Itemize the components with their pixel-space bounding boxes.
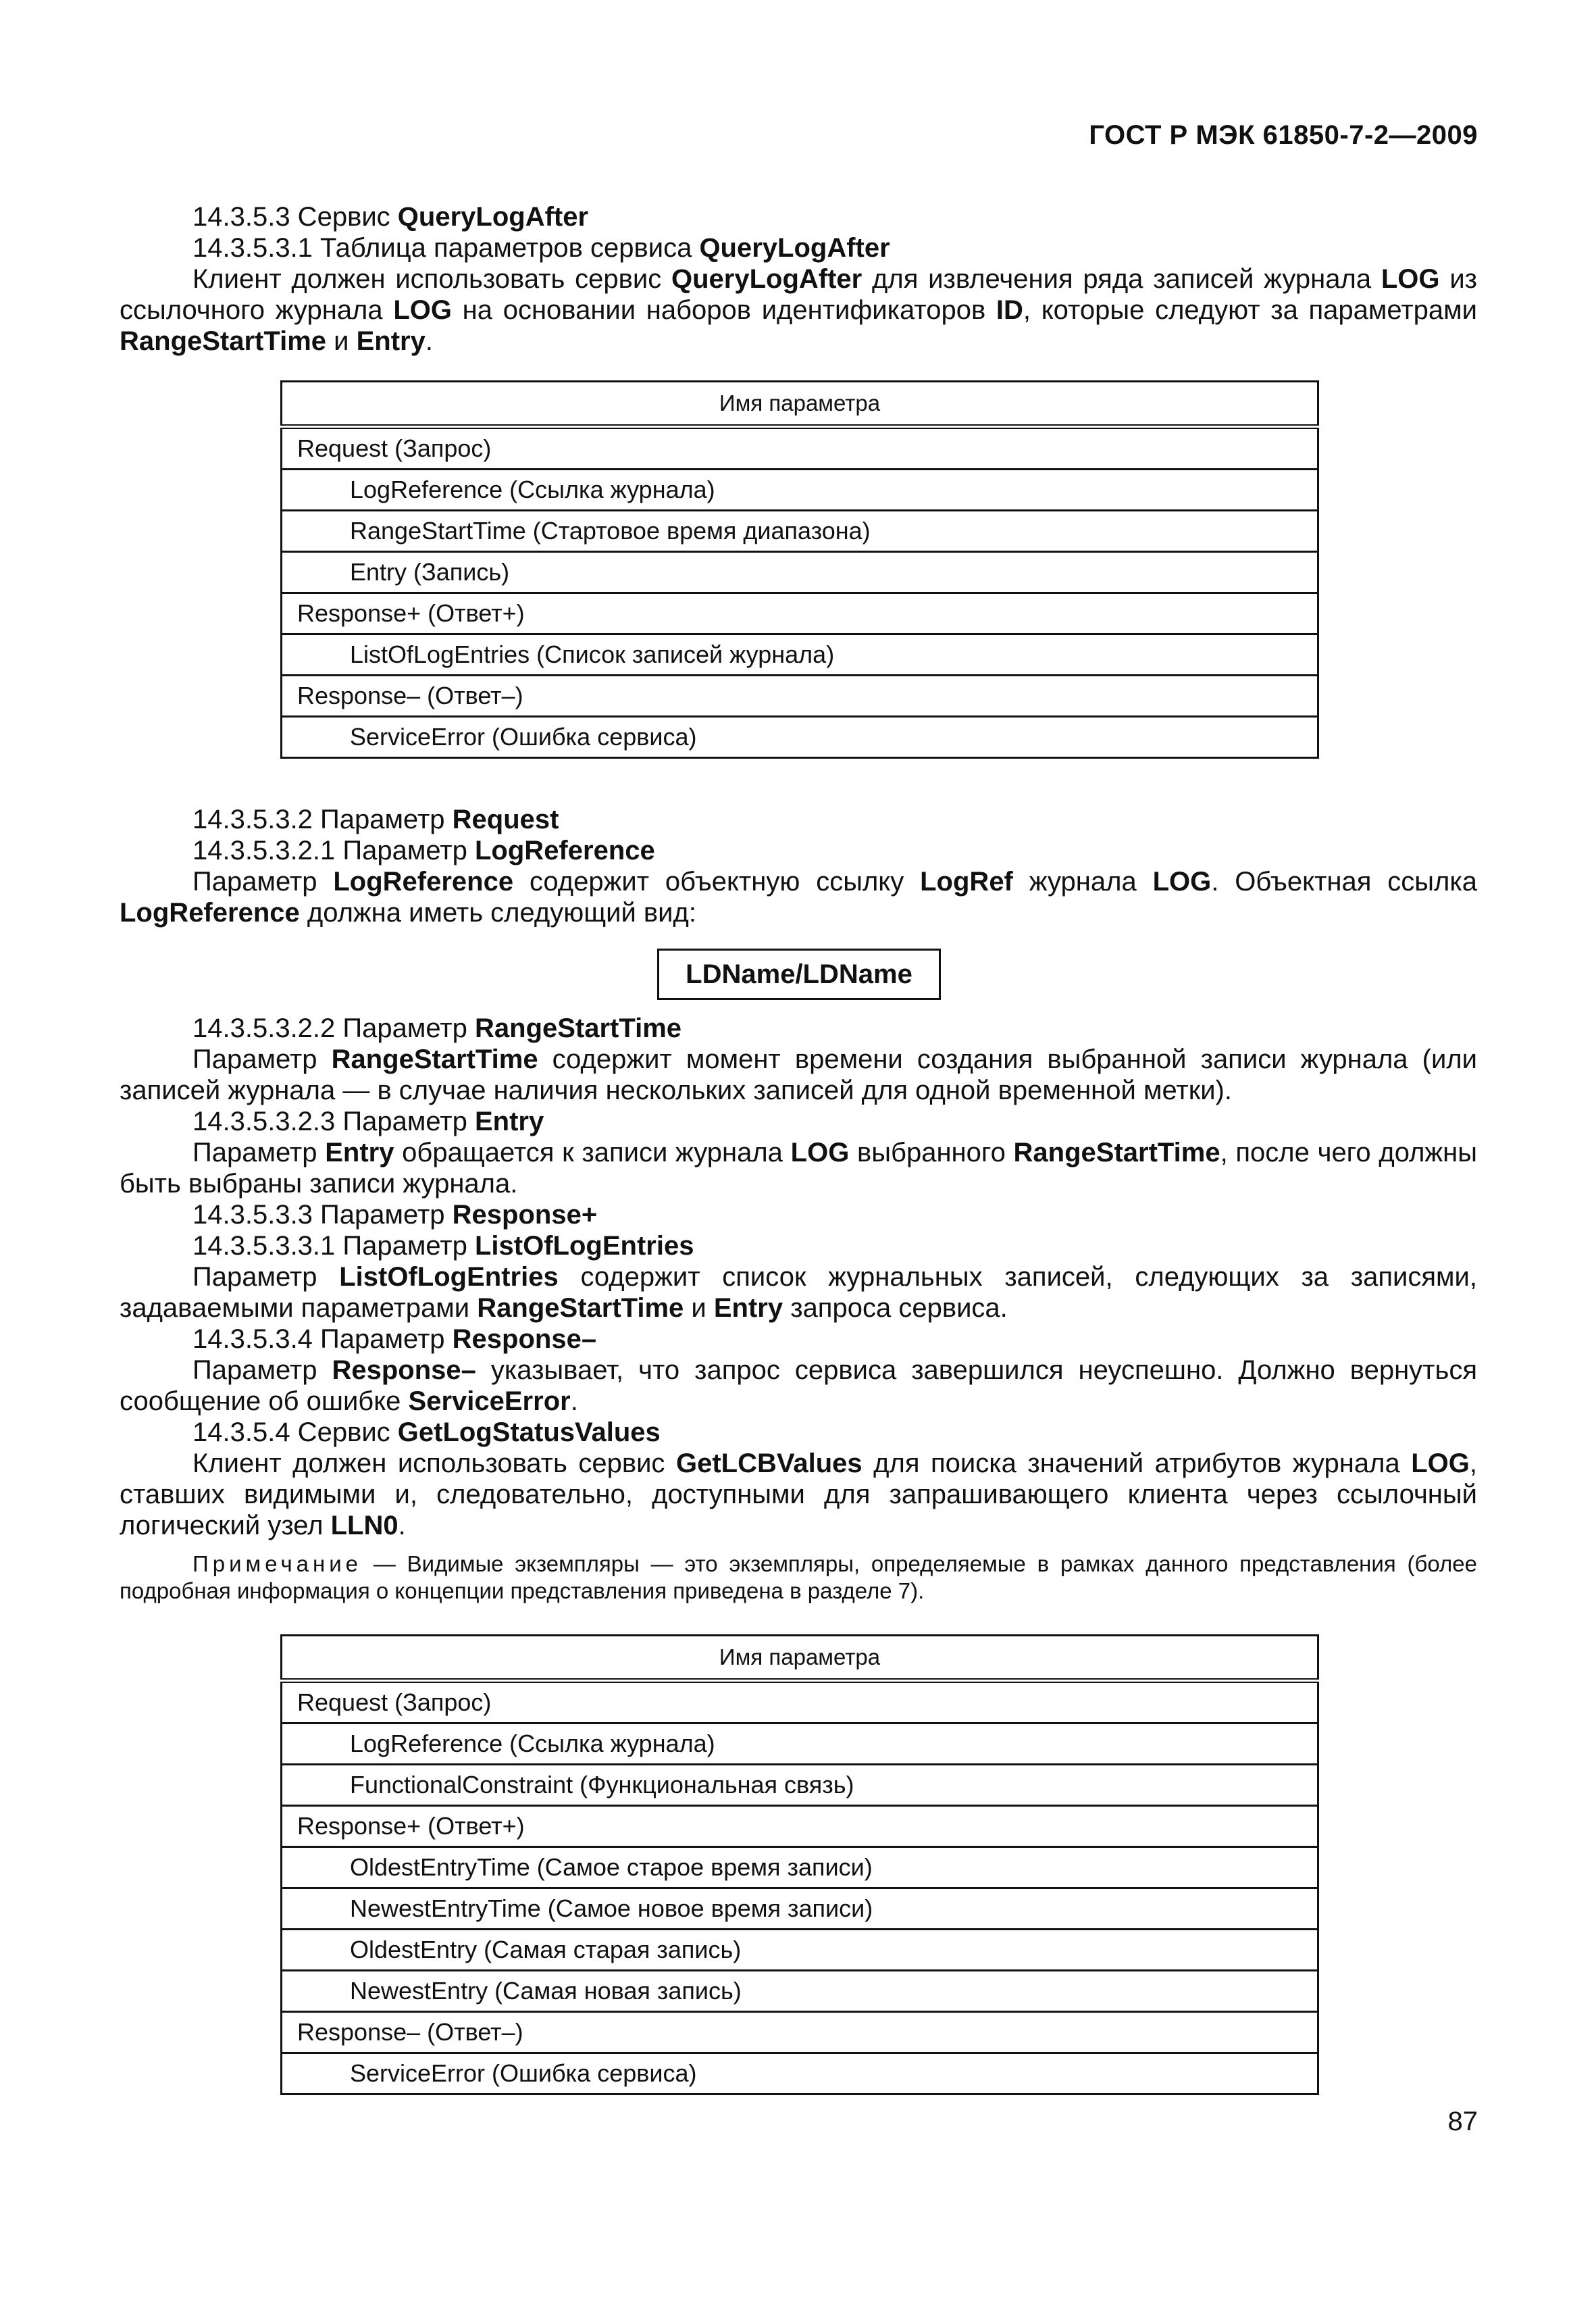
table-row: Response+ (Ответ+) (282, 593, 1318, 634)
document-header: ГОСТ Р МЭК 61850-7-2—2009 (1089, 120, 1478, 150)
paragraph-logreference (120, 866, 1477, 928)
heading-number: 14.3.5.3.3.1 Параметр (192, 1231, 475, 1261)
page-number: 87 (1447, 2107, 1478, 2136)
text-run: , ставших видимыми и, следовательно, доступными для запрашивающего клиента через ссылочный логический узел (120, 1449, 1478, 1540)
section-querylogafter (120, 201, 1477, 357)
table-row: NewestEntryTime (Самое новое время записи) (282, 1888, 1318, 1930)
table-row: NewestEntry (Самая новая запись) (282, 1971, 1318, 2012)
heading-name: Request (452, 805, 559, 834)
table-row: RangeStartTime (Стартовое время диапазона) (282, 511, 1318, 552)
bold-term: Response– (332, 1355, 476, 1385)
bold-term: Entry (325, 1138, 394, 1167)
text-run: и (684, 1293, 714, 1323)
bold-term: LOG (790, 1138, 850, 1167)
text-run: Параметр (192, 1262, 340, 1292)
heading-14-3-5-3-2-3 (120, 1106, 1477, 1137)
heading-name: Response– (452, 1324, 597, 1354)
heading-14-3-5-3-2-2 (120, 1013, 1477, 1044)
text-run: для извлечения ряда записей журнала (862, 264, 1381, 294)
table-row: ServiceError (Ошибка сервиса) (282, 717, 1318, 758)
text-run: Параметр (192, 1138, 326, 1167)
note-paragraph (120, 1551, 1477, 1605)
heading-name: Response+ (452, 1200, 598, 1230)
paragraph-response-minus (120, 1355, 1477, 1417)
heading-name: QueryLogAfter (699, 233, 890, 263)
text-run: Клиент должен использовать сервис (192, 264, 671, 294)
heading-name: GetLogStatusValues (397, 1417, 661, 1447)
paragraph-querylogafter-intro (120, 263, 1477, 357)
bold-term: GetLCBValues (675, 1449, 863, 1478)
heading-number: 14.3.5.4 Сервис (192, 1417, 398, 1447)
heading-name: QueryLogAfter (397, 202, 589, 232)
text-run: запроса сервиса. (783, 1293, 1008, 1323)
heading-14-3-5-3-4 (120, 1324, 1477, 1355)
note-label: Примечание (192, 1551, 363, 1576)
text-run: на основании наборов идентификаторов (452, 295, 996, 325)
text-run: и (326, 326, 357, 356)
bold-term: LLN0 (330, 1511, 398, 1540)
text-run: . Объектная ссылка (1211, 867, 1478, 897)
heading-14-3-5-3-2 (120, 804, 1477, 835)
paragraph-entry (120, 1137, 1477, 1199)
text-run: Параметр (192, 867, 334, 897)
heading-number: 14.3.5.3.1 Таблица параметров сервиса (192, 233, 700, 263)
bold-term: LOG (1411, 1449, 1470, 1478)
bold-term: LOG (1152, 867, 1212, 897)
bold-term: LOG (393, 295, 452, 325)
bold-term: RangeStartTime (477, 1293, 684, 1323)
text-run: содержит момент времени создания выбранной записи журнала (или записей журнала — в случае наличия нескольких записей для одной временной метки). (120, 1045, 1477, 1105)
section-params-detail (120, 1013, 1477, 1605)
table-row: OldestEntryTime (Самое старое время записи) (282, 1847, 1318, 1888)
text-run: выбранного (849, 1138, 1014, 1167)
section-request-param (120, 804, 1477, 928)
text-run: , после чего должны быть выбраны записи журнала. (120, 1138, 1478, 1199)
note-text: — Видимые экземпляры — это экземпляры, определяемые в рамках данного представления (более подробная информация о концепции представления приведена в разделе 7). (120, 1551, 1477, 1603)
text-run: должна иметь следующий вид: (299, 898, 696, 928)
ldname-format-box: LDName/LDName (657, 949, 941, 1000)
bold-term: RangeStartTime (331, 1045, 538, 1074)
bold-term: Entry (713, 1293, 783, 1323)
table-header: Имя параметра (282, 382, 1318, 427)
heading-number: 14.3.5.3.2 Параметр (192, 805, 453, 834)
parameter-table-querylogafter (280, 380, 1319, 759)
table-header: Имя параметра (282, 1636, 1318, 1681)
text-run: для поиска значений атрибутов журнала (862, 1449, 1412, 1478)
bold-term: RangeStartTime (120, 326, 327, 356)
heading-number: 14.3.5.3.2.2 Параметр (192, 1013, 475, 1043)
bold-term: Entry (356, 326, 426, 356)
bold-term: ServiceError (408, 1386, 571, 1416)
paragraph-getlogstatusvalues (120, 1448, 1477, 1541)
text-run: обращается к записи журнала (394, 1138, 791, 1167)
bold-term: LOG (1381, 264, 1440, 294)
heading-number: 14.3.5.3.2.1 Параметр (192, 836, 475, 865)
text-run: содержит список журнальных записей, следующих за записями, задаваемыми параметрами (120, 1262, 1477, 1323)
parameter-table-getlogstatusvalues (280, 1634, 1319, 2095)
heading-name: Entry (475, 1107, 544, 1136)
table-row: OldestEntry (Самая старая запись) (282, 1930, 1318, 1971)
table-row: LogReference (Ссылка журнала) (282, 470, 1318, 511)
table-row: Response– (Ответ–) (282, 2012, 1318, 2053)
bold-term: LogReference (333, 867, 514, 897)
heading-14-3-5-4 (120, 1417, 1477, 1448)
heading-name: ListOfLogEntries (475, 1231, 694, 1261)
heading-number: 14.3.5.3.3 Параметр (192, 1200, 453, 1230)
text-run: журнала (1012, 867, 1153, 897)
heading-14-3-5-3-2-1 (120, 835, 1477, 866)
table-row: ServiceError (Ошибка сервиса) (282, 2053, 1318, 2094)
text-run: . (398, 1511, 406, 1540)
heading-name: LogReference (475, 836, 655, 865)
text-run: указывает, что запрос сервиса завершился неуспешно. Должно вернуться сообщение об ошибке (120, 1355, 1477, 1416)
table-row: FunctionalConstraint (Функциональная связь) (282, 1765, 1318, 1806)
table-row: ListOfLogEntries (Список записей журнала) (282, 634, 1318, 676)
bold-term: LogReference (120, 898, 300, 928)
paragraph-listoflogentries (120, 1261, 1477, 1324)
bold-term: ID (996, 295, 1023, 325)
heading-number: 14.3.5.3 Сервис (192, 202, 398, 232)
heading-14-3-5-3-3 (120, 1199, 1477, 1230)
bold-term: LogRef (920, 867, 1013, 897)
bold-term: QueryLogAfter (671, 264, 863, 294)
text-run: , которые следуют за параметрами (1023, 295, 1477, 325)
heading-14-3-5-3-3-1 (120, 1230, 1477, 1261)
heading-name: RangeStartTime (475, 1013, 682, 1043)
text-run: из ссылочного журнала (120, 264, 1478, 325)
table-row: LogReference (Ссылка журнала) (282, 1724, 1318, 1765)
text-run: . (425, 326, 433, 356)
heading-14-3-5-3 (120, 201, 1477, 232)
table-row: Entry (Запись) (282, 552, 1318, 593)
table-row: Request (Запрос) (282, 427, 1318, 470)
table-row: Response+ (Ответ+) (282, 1806, 1318, 1847)
text-run: Параметр (192, 1355, 332, 1385)
heading-14-3-5-3-1 (120, 232, 1477, 263)
bold-term: ListOfLogEntries (339, 1262, 559, 1292)
heading-number: 14.3.5.3.4 Параметр (192, 1324, 453, 1354)
table-row: Response– (Ответ–) (282, 676, 1318, 717)
paragraph-rangestarttime (120, 1044, 1477, 1106)
heading-number: 14.3.5.3.2.3 Параметр (192, 1107, 475, 1136)
text-run: . (570, 1386, 578, 1416)
bold-term: RangeStartTime (1013, 1138, 1220, 1167)
text-run: Клиент должен использовать сервис (192, 1449, 676, 1478)
text-run: Параметр (192, 1045, 332, 1074)
table-row: Request (Запрос) (282, 1681, 1318, 1724)
text-run: содержит объектную ссылку (513, 867, 921, 897)
